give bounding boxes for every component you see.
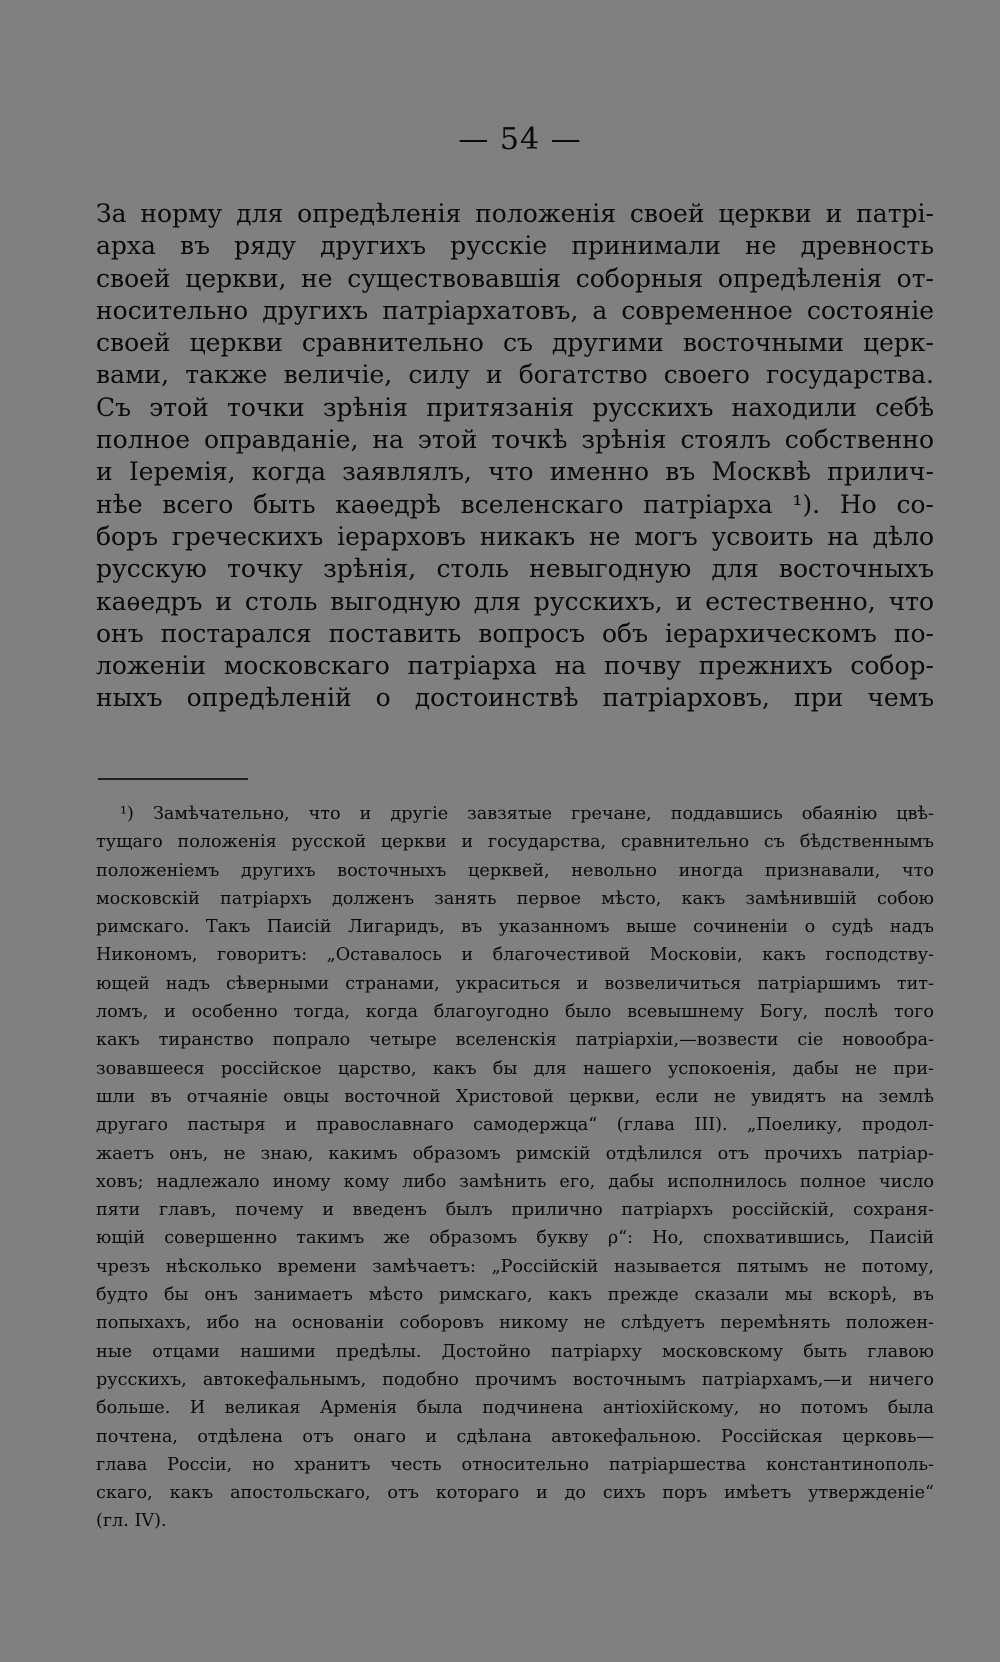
footnote-line: другаго пастыря и православнаго самодержца“ (глава III). „Поелику, продол- — [96, 1115, 934, 1136]
text-line: носительно другихъ патріархатовъ, а современное состояніе — [96, 295, 934, 325]
text-line: своей церкви сравнительно съ другими восточными церк- — [96, 328, 934, 358]
footnote-line: жаетъ онъ, не знаю, какимъ образомъ римскій отдѣлился отъ прочихъ патріар- — [96, 1143, 934, 1164]
text-line: За норму для опредѣленія положенія своей церкви и патрі- — [96, 199, 934, 228]
footnote-line: ющей надъ сѣверными странами, украситься и возвеличиться патріаршимъ тит- — [96, 973, 934, 994]
footnote-separator — [98, 778, 248, 780]
footnote-line: какъ тиранство попрало четыре вселенскія патріархіи,—возвести сіе новообра- — [96, 1030, 934, 1051]
text-line: русскую точку зрѣнія, столь невыгодную для восточныхъ — [96, 554, 934, 584]
footnote-line: русскихъ, автокефальнымъ, подобно прочимъ восточнымъ патріархамъ,—и ничего — [96, 1369, 934, 1390]
footnote-line: римскаго. Такъ Паисій Лигаридъ, въ указанномъ выше сочиненіи о судѣ надъ — [96, 917, 934, 938]
footnote-line: чрезъ нѣсколько времени замѣчаетъ: „Россійскій называется пятымъ не потому, — [96, 1256, 934, 1277]
footnote-line: ющій совершенно такимъ же образомъ букву ρ“: Но, спохватившись, Паисій — [96, 1228, 934, 1249]
text-line: полное оправданіе, на этой точкѣ зрѣнія стоялъ собственно — [96, 425, 934, 455]
text-line: Съ этой точки зрѣнія притязанія русскихъ находили себѣ — [96, 392, 934, 422]
footnote-line: московскій патріархъ долженъ занять первое мѣсто, какъ замѣнившій собою — [96, 888, 934, 909]
footnote-line: пяти главъ, почему и введенъ былъ прилично патріархъ россійскій, сохраня- — [96, 1200, 934, 1221]
footnote-line: больше. И великая Арменія была подчинена антіохійскому, но потомъ была — [96, 1398, 934, 1419]
text-line: ныхъ опредѣленій о достоинствѣ патріарховъ, при чемъ — [96, 683, 934, 713]
footnote-line: тущаго положенія русской церкви и государства, сравнительно съ бѣдственнымъ — [96, 832, 934, 853]
text-line: своей церкви, не существовавшія соборныя опредѣленія от- — [96, 263, 934, 293]
footnote-line: шли въ отчаяніе овцы восточной Христовой церкви, если не увидятъ на землѣ — [96, 1086, 934, 1107]
footnote-line: ¹) Замѣчательно, что и другіе завзятые гречане, поддавшись обаянію цвѣ- — [120, 804, 934, 824]
text-line: каѳедръ и столь выгодную для русскихъ, и естественно, что — [96, 586, 934, 616]
footnote-line: зовавшееся россійское царство, какъ бы для нашего успокоенія, дабы не при- — [96, 1058, 934, 1079]
footnote-line: Никономъ, говоритъ: „Оставалось и благочестивой Московіи, какъ господству- — [96, 945, 934, 966]
text-line: вами, также величіе, силу и богатство своего государства. — [96, 360, 934, 390]
text-line: нѣе всего быть каѳедрѣ вселенскаго патріарха ¹). Но со- — [96, 489, 934, 519]
text-line: боръ греческихъ іерарховъ никакъ не могъ усвоить на дѣло — [96, 521, 934, 551]
footnote-line: скаго, какъ апостольскаго, отъ котораго и до сихъ поръ имѣетъ утвержденіе“ — [96, 1483, 934, 1504]
footnote-line: ные отцами нашими предѣлы. Достойно патріарху московскому быть главою — [96, 1341, 934, 1362]
footnote-line: попыхахъ, ибо на основаніи соборовъ никому не слѣдуетъ перемѣнять положен- — [96, 1313, 934, 1334]
footnote-line: (гл. IV). — [96, 1511, 167, 1532]
footnote-line: глава Россіи, но хранитъ честь относительно патріаршества константинополь- — [96, 1454, 934, 1475]
main-text-block — [96, 198, 934, 715]
footnote-block — [96, 800, 934, 1536]
footnote-line: положеніемъ другихъ восточныхъ церквей, невольно иногда признавали, что — [96, 860, 934, 881]
text-line: и Іеремія, когда заявлялъ, что именно въ Москвѣ прилич- — [96, 457, 934, 487]
page-number: — 54 — — [458, 122, 582, 157]
text-line: онъ постарался поставить вопросъ объ іерархическомъ по- — [96, 618, 934, 648]
footnote-line: ломъ, и особенно тогда, когда благоугодно было всевышнему Богу, послѣ того — [96, 1002, 934, 1023]
footnote-line: ховъ; надлежало иному кому либо замѣнить его, дабы исполнилось полное число — [96, 1171, 934, 1192]
text-line: арха въ ряду другихъ русскіе принимали не древность — [96, 231, 934, 261]
footnote-line: почтена, отдѣлена отъ онаго и сдѣлана автокефальною. Россійская церковь— — [96, 1426, 934, 1447]
text-line: ложеніи московскаго патріарха на почву прежнихъ собор- — [96, 651, 934, 681]
footnote-line: будто бы онъ занимаетъ мѣсто римскаго, какъ прежде сказали мы вскорѣ, въ — [96, 1285, 934, 1306]
